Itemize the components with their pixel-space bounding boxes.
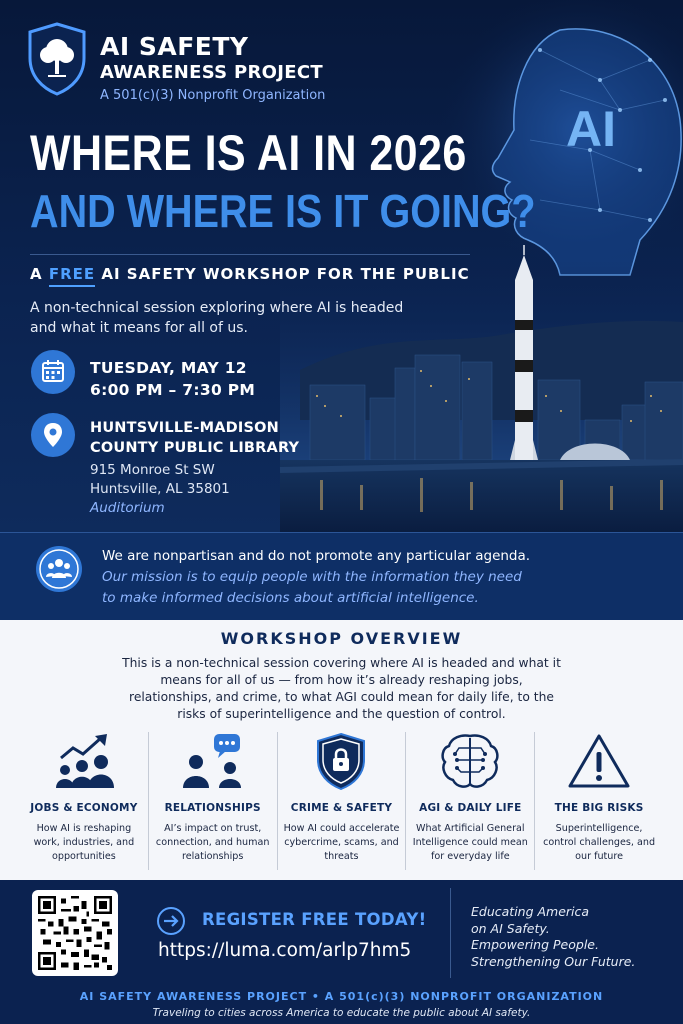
workshop-overview — [0, 620, 683, 880]
topic-title: RELATIONSHIPS — [164, 802, 261, 814]
topic-description: How AI is reshaping work, industries, and opportunities — [33, 823, 135, 862]
topic-title: THE BIG RISKS — [554, 802, 644, 814]
subheading-free: FREE — [49, 265, 95, 287]
calendar-icon — [31, 350, 75, 394]
subheading-suffix: AI SAFETY WORKSHOP FOR THE PUBLIC — [101, 265, 470, 283]
event-date: TUESDAY, MAY 12 — [90, 359, 247, 377]
footer-travel-line: Traveling to cities across America to educate the public about AI safety. — [152, 1007, 531, 1019]
org-subtitle: A 501(c)(3) Nonprofit Organization — [100, 88, 326, 103]
footer-divider — [450, 888, 451, 978]
ai-head-label: AI — [566, 101, 616, 157]
people-growth-icon — [51, 732, 117, 790]
tagline — [471, 904, 671, 970]
org-name-line2: AWARENESS PROJECT — [100, 62, 323, 83]
location-pin-icon — [31, 413, 75, 457]
mission-banner — [0, 532, 683, 620]
topic-big-risks — [534, 732, 663, 870]
registration-link[interactable]: https://luma.com/arlp7hm5 — [158, 940, 412, 961]
warning-icon — [566, 732, 632, 790]
topic-list — [20, 732, 663, 870]
overview-title: WORKSHOP OVERVIEW — [220, 629, 463, 648]
event-time: 6:00 PM – 7:30 PM — [90, 381, 256, 399]
footer-org-line: AI SAFETY AWARENESS PROJECT • A 501(c)(3) NONPROFIT ORGANIZATION — [79, 990, 604, 1003]
subheading-prefix: A — [30, 265, 43, 283]
headline-divider — [30, 254, 470, 255]
venue-room: Auditorium — [90, 500, 165, 516]
topic-agi-daily-life — [405, 732, 534, 870]
tagline-line4: Strengthening Our Future. — [471, 953, 636, 969]
topic-description: How AI could accelerate cybercrime, scams, and threats — [283, 823, 400, 862]
register-button[interactable]: REGISTER FREE TODAY! — [202, 910, 427, 929]
topic-description: AI’s impact on trust, connection, and human relationships — [155, 823, 270, 862]
mission-line1: We are nonpartisan and do not promote any particular agenda. — [102, 548, 531, 564]
conversation-icon — [180, 732, 246, 790]
intro-text: A non-technical session exploring where AI is headed and what it means for all of us. — [30, 300, 404, 336]
topic-description: What Artificial General Intelligence could mean for everyday life — [412, 823, 528, 862]
arrow-right-circle-icon[interactable] — [156, 906, 186, 936]
venue-address-line1: 915 Monroe St SW — [90, 462, 215, 478]
people-group-icon — [36, 546, 82, 592]
shield-lock-icon — [308, 732, 374, 790]
workshop-subheading — [30, 265, 470, 283]
tagline-line2: on AI Safety. — [471, 920, 550, 936]
topic-jobs-economy — [20, 732, 148, 870]
footer — [0, 880, 683, 1024]
topic-relationships — [148, 732, 277, 870]
qr-code[interactable] — [32, 890, 118, 976]
headline-primary: WHERE IS AI IN 2026 — [30, 125, 467, 181]
org-name-line1: AI SAFETY — [100, 32, 249, 61]
topic-title: AGI & DAILY LIFE — [419, 802, 522, 814]
topic-title: CRIME & SAFETY — [290, 802, 393, 814]
topic-description: Superintelligence, control challenges, and our future — [543, 823, 656, 862]
tagline-line1: Educating America — [471, 904, 590, 919]
venue-name-line2: COUNTY PUBLIC LIBRARY — [90, 440, 300, 456]
venue-address-line2: Huntsville, AL 35801 — [90, 481, 230, 497]
headline-secondary: AND WHERE IS IT GOING? — [30, 185, 536, 237]
brain-circuit-icon — [437, 732, 503, 790]
overview-text: This is a non-technical session covering where AI is headed and what it means for all of us — from how it’s already reshaping jobs, relationships, and crime, to what AGI could mean for daily life, to the risks of superintelligence and the question of control. — [122, 656, 561, 721]
tagline-line3: Empowering People. — [471, 937, 599, 952]
topic-crime-safety — [277, 732, 406, 870]
mission-line2: Our mission is to equip people with the information they need — [102, 569, 522, 585]
topic-title: JOBS & ECONOMY — [30, 802, 138, 814]
mission-line3: to make informed decisions about artificial intelligence. — [102, 590, 479, 606]
tree-shield-logo — [26, 22, 88, 96]
venue-name-line1: HUNTSVILLE-MADISON — [90, 420, 279, 436]
